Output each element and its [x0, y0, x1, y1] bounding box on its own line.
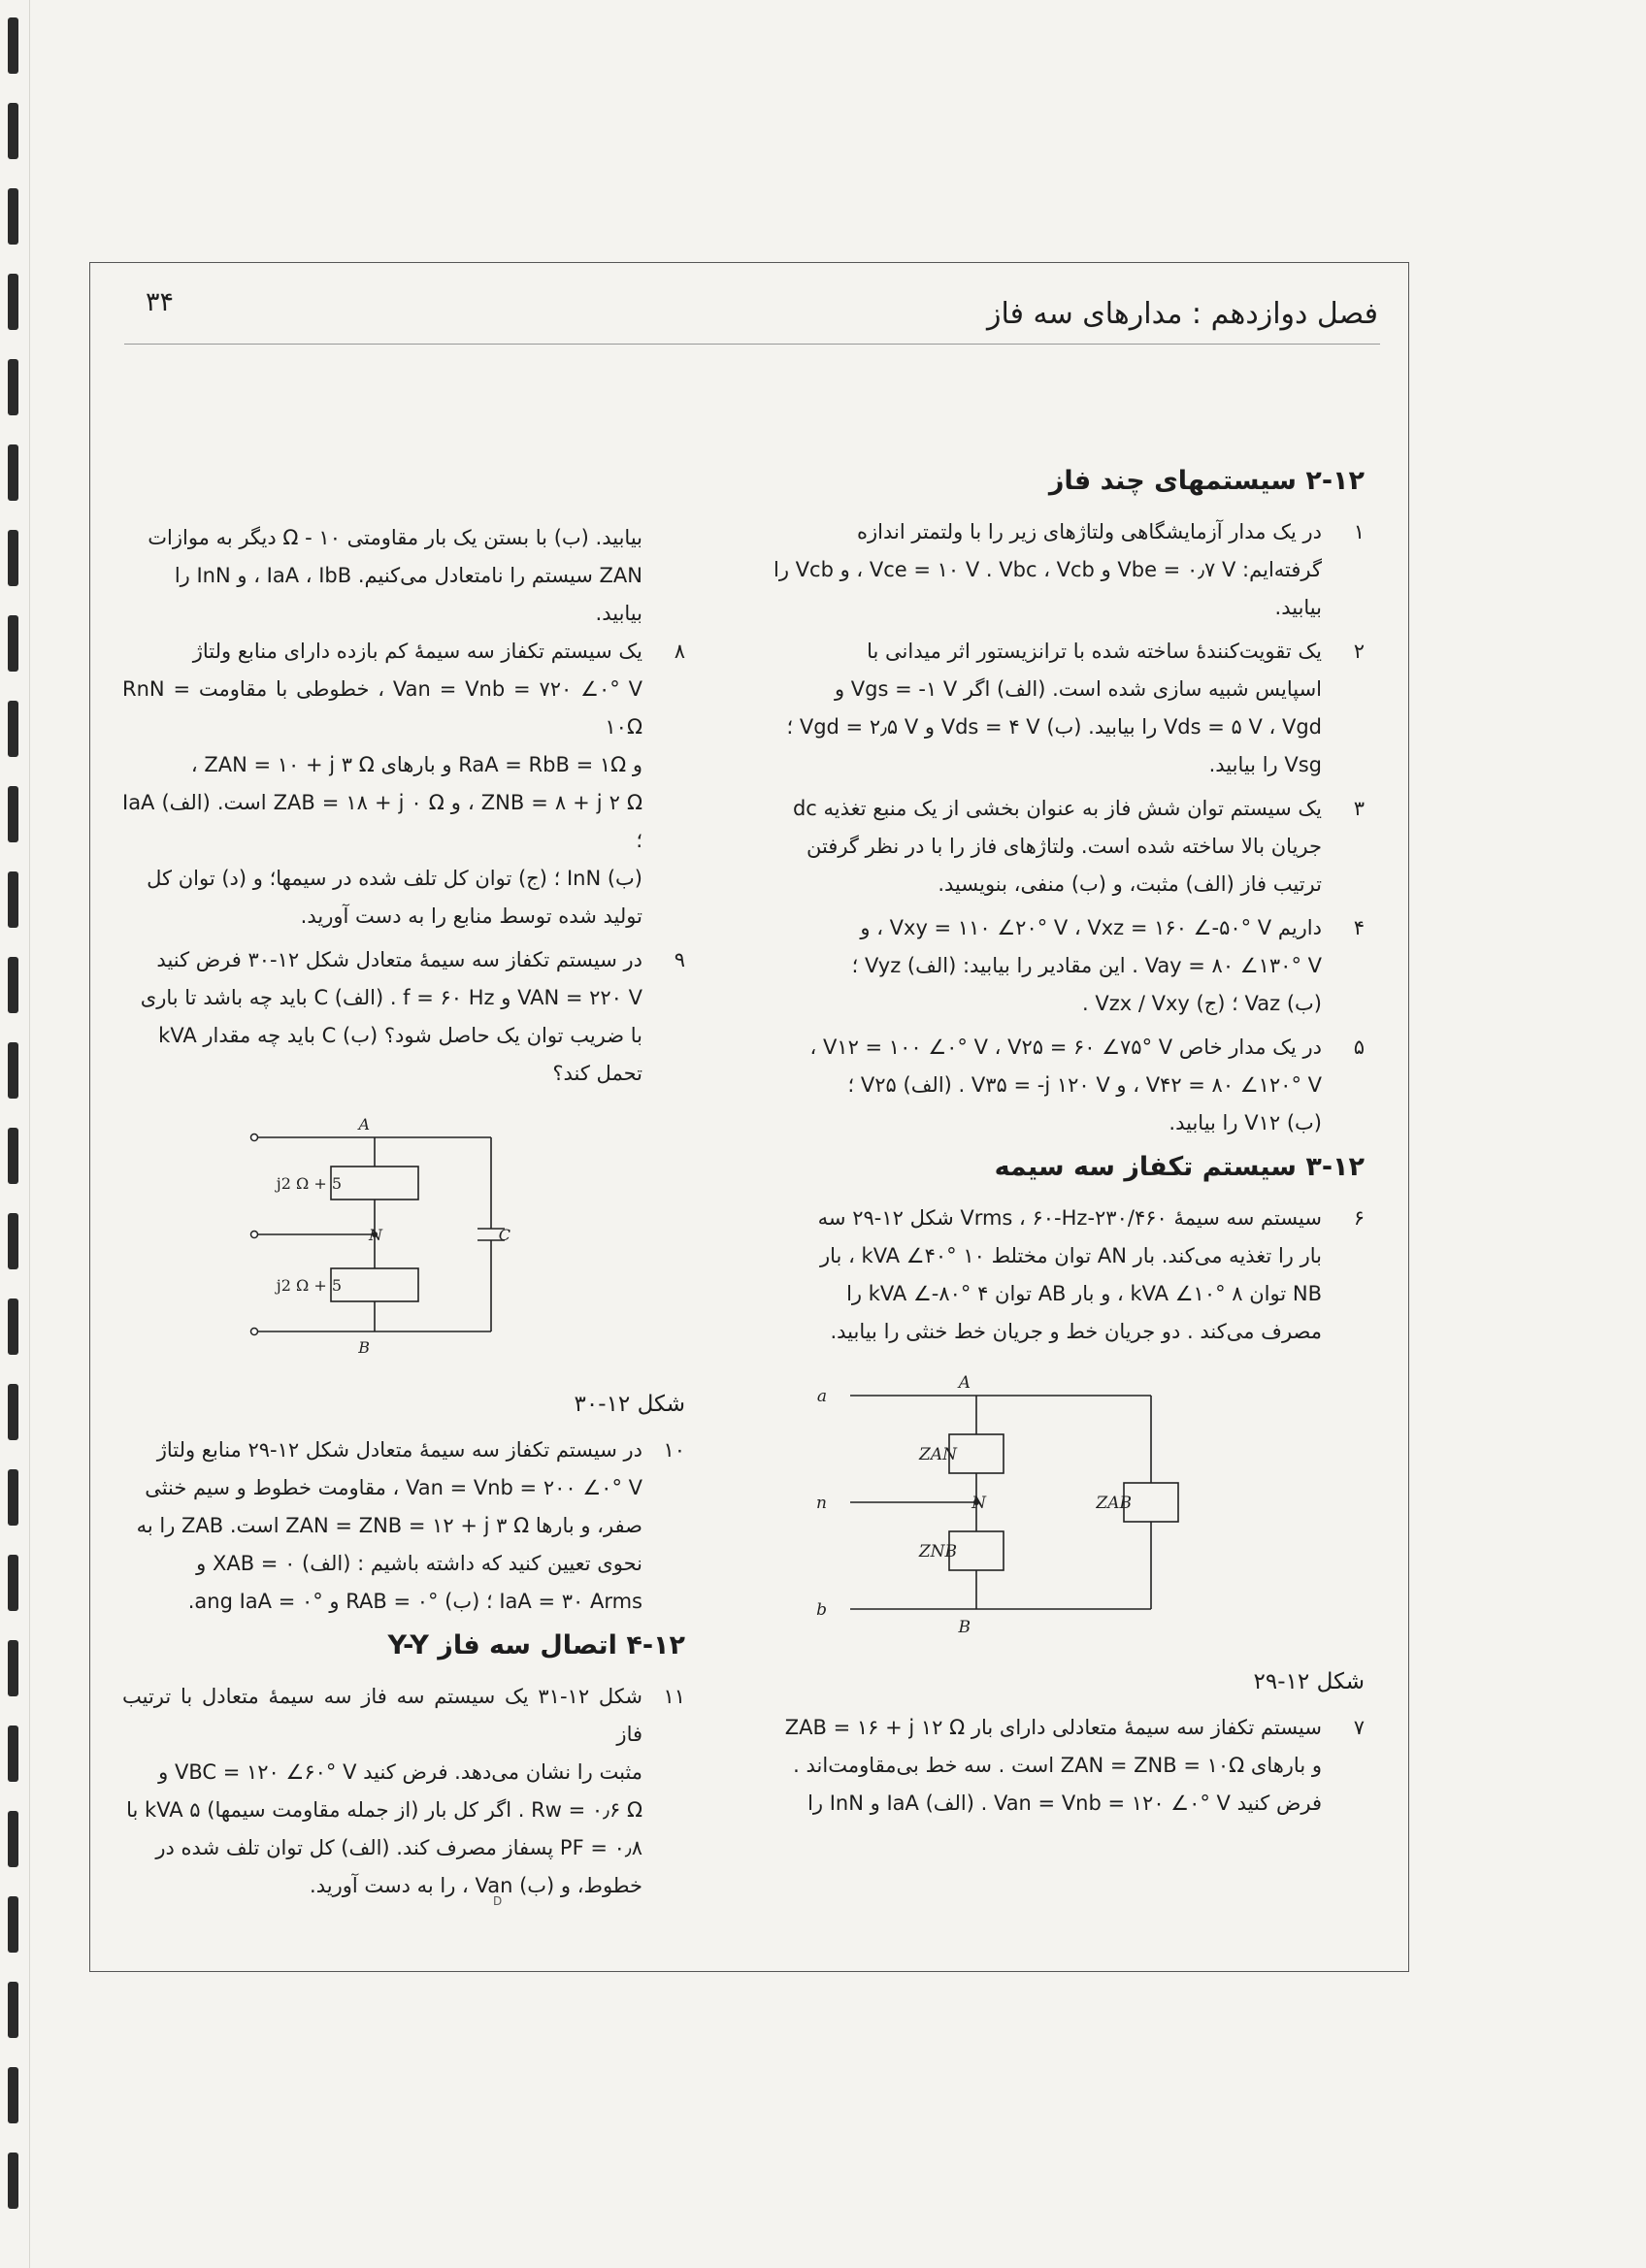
problem-list — [122, 1431, 685, 1621]
capacitor-label: C — [498, 1226, 510, 1244]
problem-line: ZNB = ۸ + j ۲ Ω ، و ZAB = ۱۸ + j ۰ Ω است. (الف) IaA ؛ — [122, 791, 642, 852]
binding-rule — [29, 0, 30, 2268]
problem-line: سیستم تکفاز سه سیمهٔ متعادلی دارای بار ZAB = ۱۶ + j ۱۲ Ω — [784, 1716, 1322, 1739]
z-top-label: 5 + j2 Ω — [276, 1174, 342, 1193]
binding-hole — [8, 274, 18, 330]
problem-text — [122, 633, 642, 936]
problem-number: ۳ — [1353, 797, 1365, 820]
binding-hole — [8, 1896, 18, 1953]
problem-number: ۴ — [1353, 916, 1365, 939]
problem-list — [122, 1678, 685, 1905]
node-b-label: b — [816, 1600, 827, 1620]
problem-item — [763, 790, 1365, 904]
section-title-polyphase: ۲-۱۲ سیستمهای چند فاز — [1048, 466, 1365, 496]
binding-hole — [8, 1469, 18, 1526]
problem-item — [763, 1200, 1365, 1351]
circuit-diagram-29 — [763, 1366, 1365, 1658]
problem-text — [763, 1709, 1322, 1823]
problem-line: سیستم سه سیمهٔ ۲۳۰/۴۶۰-Vrms ، ۶۰-Hz شکل ۱۲-۲۹ سه — [817, 1206, 1322, 1230]
node-B-label: B — [358, 1338, 370, 1357]
figure-12-30 — [122, 1108, 685, 1424]
problem-line: PF = ۰٫۸ پسفاز مصرف کند. (الف) کل توان تلف شده در — [155, 1836, 642, 1859]
binding-strip — [0, 0, 39, 2268]
problem-number: ۶ — [1353, 1206, 1365, 1230]
node-B-label: B — [958, 1618, 971, 1637]
circuit-diagram-30 — [122, 1108, 685, 1380]
problem-line: گرفته‌ایم: Vbe = ۰٫۷ V و Vce = ۱۰ V . Vbc ، Vcb ، و Vcb را — [774, 558, 1322, 581]
section-title-single-phase: ۳-۱۲ سیستم تکفاز سه سیمه — [994, 1152, 1365, 1182]
problem-list — [122, 633, 685, 1093]
chapter-title: فصل دوازدهم : مدارهای سه فاز — [987, 297, 1378, 331]
problem-line: در یک مدار آزمایشگاهی ولتاژهای زیر را با ولتمتر اندازه — [857, 520, 1322, 543]
problem-text — [122, 941, 642, 1093]
z-nb-label: ZNB — [918, 1542, 957, 1561]
binding-hole — [8, 530, 18, 586]
node-n-label: n — [816, 1494, 827, 1513]
problem-line: و RaA = RbB = ۱Ω و بارهای ZAN = ۱۰ + j ۳ Ω ، — [190, 753, 642, 776]
section-title-y-y: ۴-۱۲ اتصال سه فاز Y-Y — [387, 1630, 685, 1660]
problem-line: فرض کنید Van = Vnb = ۱۲۰ ∠۰° V . (الف) IaA و InN را — [807, 1791, 1322, 1815]
binding-hole — [8, 188, 18, 245]
problem-line: (ب) InN ؛ (ج) توان کل تلف شده در سیمها؛ و (د) توان کل — [147, 867, 642, 890]
problem-item — [122, 1678, 685, 1905]
binding-hole — [8, 103, 18, 159]
problem-line: VAN = ۲۲۰ V و f = ۶۰ Hz . (الف) C باید چه باشد تا باری — [140, 986, 642, 1009]
problem-line: مصرف می‌کند . دو جریان خط و جریان خط خنثی را بیابید. — [830, 1320, 1322, 1343]
binding-hole — [8, 2153, 18, 2209]
binding-hole — [8, 1982, 18, 2038]
binding-hole — [8, 1726, 18, 1782]
problem-item — [122, 941, 685, 1093]
problem-line: Vsg را بیابید. — [1208, 753, 1322, 776]
right-column — [763, 456, 1365, 1828]
problem-line: یک سیستم توان شش فاز به عنوان بخشی از یک منبع تغذیه dc — [792, 797, 1322, 820]
problem-line: یک تقویت‌کنندهٔ ساخته شده با ترانزیستور اثر میدانی با — [867, 640, 1322, 663]
problem-line: Vay = ۸۰ ∠۱۳۰° V . این مقادیر را بیابید: (الف) Vyz ؛ — [851, 954, 1322, 977]
binding-hole — [8, 1042, 18, 1099]
node-A-label: A — [358, 1115, 370, 1134]
problem-line: (ب) V۱۲ را بیابید. — [1169, 1111, 1322, 1134]
problem-number: ۱۰ — [663, 1438, 685, 1462]
z-ab-label: ZAB — [1096, 1494, 1132, 1513]
binding-hole — [8, 786, 18, 842]
binding-hole — [8, 1555, 18, 1611]
problem-line: جریان بالا ساخته شده است. ولتاژهای فاز را با در نظر گرفتن — [806, 835, 1322, 858]
problem-list — [763, 1200, 1365, 1351]
problem-number: ۵ — [1353, 1035, 1365, 1059]
problem-line: در سیستم تکفاز سه سیمهٔ متعادل شکل ۱۲-۳۰ فرض کنید — [156, 948, 642, 971]
problem-item — [763, 1029, 1365, 1142]
problem-line: Van = Vnb = ۲۰۰ ∠۰° V ، مقاومت خطوط و سیم خنثی — [145, 1476, 642, 1499]
figure-12-29 — [763, 1366, 1365, 1701]
problem-line: Van = Vnb = ۷۲۰ ∠۰° V ، خطوطی با مقاومت RnN = ۱۰Ω — [122, 677, 642, 739]
problem-number: ۸ — [674, 640, 685, 663]
problem-line: نحوی تعیین کنید که داشته باشیم : (الف) XAB = ۰ و — [196, 1552, 642, 1575]
node-a-label: a — [816, 1387, 827, 1406]
problem-list — [763, 513, 1365, 1142]
problem-item — [122, 1431, 685, 1621]
problem-text — [763, 909, 1322, 1023]
problem-item — [763, 1709, 1365, 1823]
problem-number: ۹ — [674, 948, 685, 971]
problem-line: Rw = ۰٫۶ Ω . اگر کل بار (از جمله مقاومت سیمها) ۵ kVA با — [126, 1798, 642, 1822]
problem-line: بیابید. — [1274, 596, 1322, 619]
problem-line: ترتیب فاز (الف) مثبت، و (ب) منفی، بنویسید. — [938, 872, 1322, 896]
problem-line: NB توان ۸ kVA ∠۱۰° ، و بار AB توان ۴ kVA ∠-۸۰° را — [846, 1282, 1322, 1305]
footer-mark: D — [493, 1894, 503, 1908]
problem-list — [763, 1709, 1365, 1823]
problem-line: (ب) Vaz ؛ (ج) Vzx / Vxy . — [1082, 992, 1322, 1015]
node-N-label: N — [369, 1226, 382, 1244]
binding-hole — [8, 1811, 18, 1867]
problem-line: بار را تغذیه می‌کند. بار AN توان مختلط ۱۰ kVA ∠۴۰° ، بار — [820, 1244, 1322, 1267]
binding-hole — [8, 1640, 18, 1696]
problem-line: مثبت را نشان می‌دهد. فرض کنید VBC = ۱۲۰ ∠۶۰° V و — [158, 1760, 642, 1784]
problem-text — [763, 633, 1322, 784]
problem-line: داریم Vxy = ۱۱۰ ∠۲۰° V ، Vxz = ۱۶۰ ∠-۵۰° V ، و — [860, 916, 1322, 939]
problem-line: شکل ۱۲-۳۱ یک سیستم سه فاز سه سیمهٔ متعادل با ترتیب فاز — [122, 1685, 642, 1746]
figure-30-caption: شکل ۱۲-۳۰ — [574, 1392, 685, 1417]
problem-text — [122, 1431, 642, 1621]
problem-line: در یک مدار خاص V۱۲ = ۱۰۰ ∠۰° V ، V۲۵ = ۶۰ ∠۷۵° V ، — [809, 1035, 1322, 1059]
problem-item — [763, 633, 1365, 784]
problem-number: ۷ — [1353, 1716, 1365, 1739]
continuation-line: بیابید. (ب) با بستن یک بار مقاومتی ۱۰ - Ω دیگر به موازات — [148, 526, 642, 549]
binding-hole — [8, 2067, 18, 2123]
continuation-line: ZAN سیستم را نامتعادل می‌کنیم. IaA ، IbB ، و InN را بیابید. — [174, 564, 642, 625]
problem-text — [763, 790, 1322, 904]
binding-hole — [8, 957, 18, 1013]
problem-number: ۱۱ — [663, 1685, 685, 1708]
page-number: ۳۴ — [146, 287, 175, 317]
problem-line: خطوط، و (ب) Van ، را به دست آورید. — [310, 1874, 642, 1897]
figure-29-caption: شکل ۱۲-۲۹ — [1253, 1669, 1365, 1694]
problem-text — [763, 1200, 1322, 1351]
problem-line: با ضریب توان یک حاصل شود؟ (ب) C باید چه مقدار kVA — [158, 1024, 642, 1047]
binding-hole — [8, 701, 18, 757]
problem-line: V۴۲ = ۸۰ ∠۱۲۰° V ، و V۳۵ = -j ۱۲۰ V . (الف) V۲۵ ؛ — [847, 1073, 1322, 1097]
problem-item — [122, 633, 685, 936]
binding-hole — [8, 1128, 18, 1184]
problem-text — [763, 513, 1322, 627]
problem-text — [763, 1029, 1322, 1142]
problem-line: یک سیستم تکفاز سه سیمهٔ کم بازده دارای منابع ولتاژ — [192, 640, 642, 663]
binding-hole — [8, 871, 18, 928]
problem-line: تحمل کند؟ — [552, 1062, 642, 1085]
problem-line: صفر، و بارها ZAN = ZNB = ۱۲ + j ۳ Ω است. ZAB را به — [136, 1514, 642, 1537]
problem-line: تولید شده توسط منابع را به دست آورید. — [300, 904, 642, 928]
continuation-text — [122, 519, 685, 633]
problem-line: و بارهای ZAN = ZNB = ۱۰Ω است . سه خط بی‌مقاومت‌اند . — [793, 1754, 1322, 1777]
problem-number: ۲ — [1353, 640, 1365, 663]
left-column — [122, 519, 685, 1911]
binding-hole — [8, 444, 18, 501]
problem-item — [763, 513, 1365, 627]
z-an-label: ZAN — [919, 1445, 957, 1464]
binding-hole — [8, 17, 18, 74]
binding-hole — [8, 1384, 18, 1440]
problem-number: ۱ — [1353, 520, 1365, 543]
z-bottom-label: 5 + j2 Ω — [276, 1276, 342, 1295]
problem-line: Vds = ۵ V ، Vgd را بیابید. (ب) Vds = ۴ V و Vgd = ۲٫۵ V ؛ — [786, 715, 1322, 739]
problem-item — [763, 909, 1365, 1023]
problem-text — [122, 1678, 642, 1905]
node-A-label: A — [958, 1373, 971, 1393]
problem-line: IaA = ۳۰ Arms ؛ (ب) RAB = ۰° و ang IaA = ۰°. — [187, 1590, 642, 1613]
problem-line: اسپایس شبیه سازی شده است. (الف) اگر Vgs = -۱ V و — [834, 677, 1322, 701]
binding-hole — [8, 615, 18, 672]
binding-hole — [8, 359, 18, 415]
node-N-label: N — [971, 1494, 986, 1513]
problem-line: در سیستم تکفاز سه سیمهٔ متعادل شکل ۱۲-۲۹ منابع ولتاژ — [156, 1438, 642, 1462]
binding-hole — [8, 1298, 18, 1355]
binding-hole — [8, 1213, 18, 1269]
header-rule — [124, 344, 1380, 345]
